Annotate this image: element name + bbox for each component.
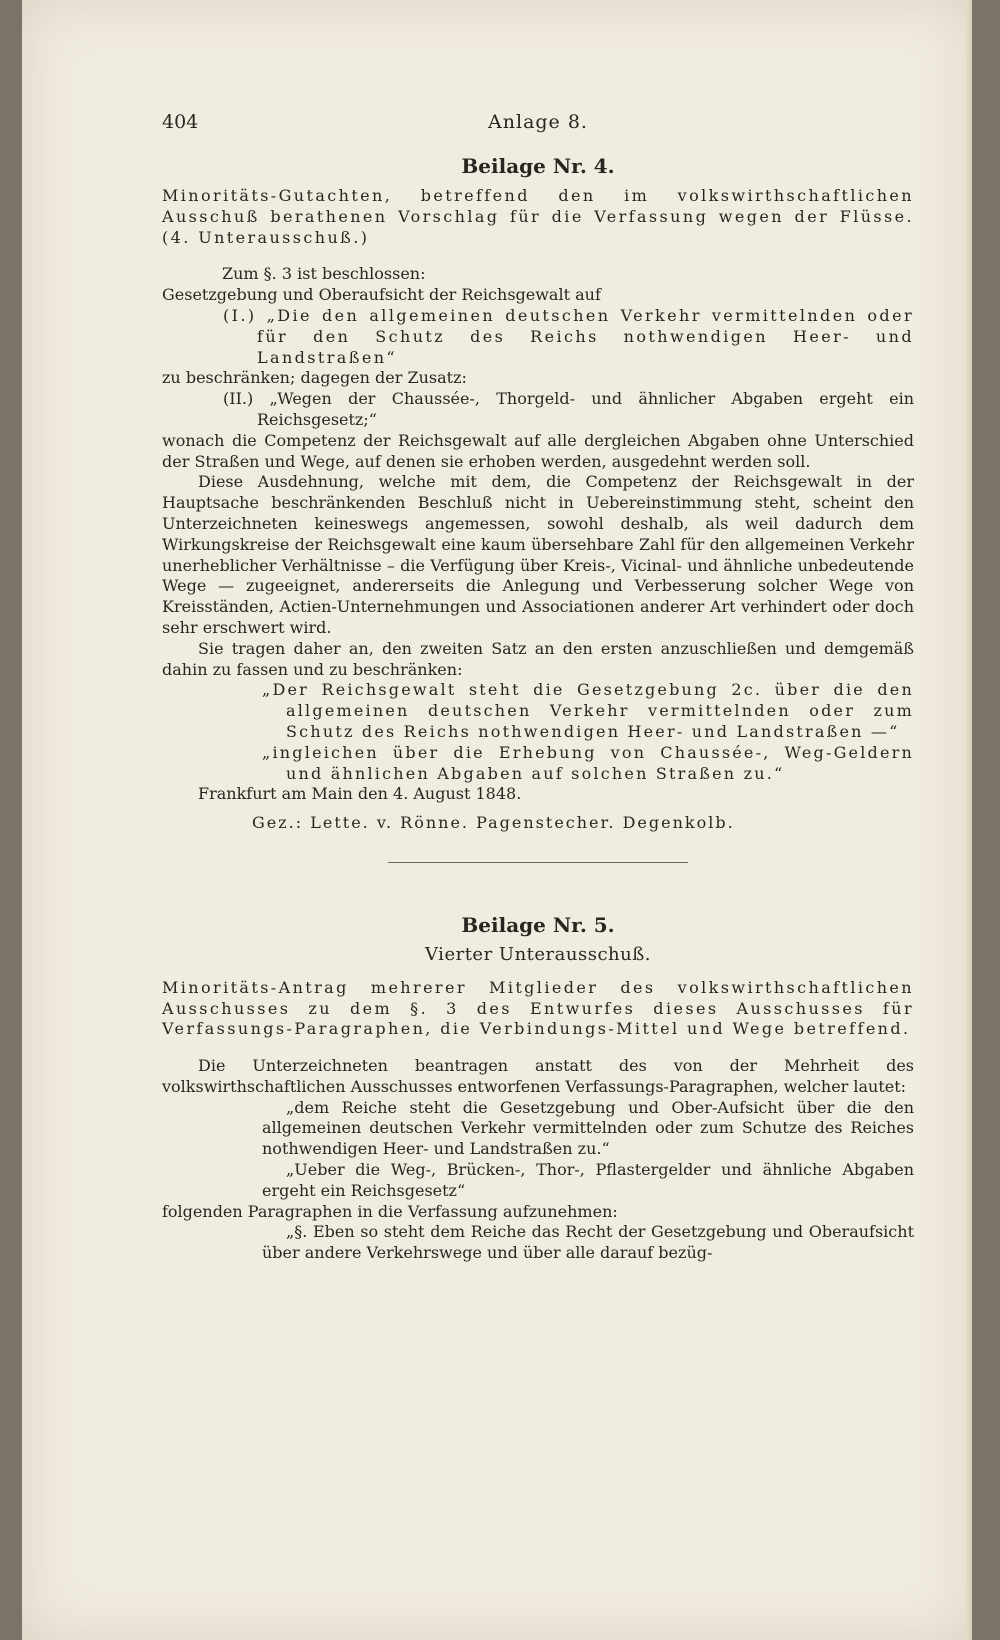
page-header: [162, 112, 914, 140]
beilage-5-para-2: „dem Reiche steht die Gesetzgebung und Ober-Aufsicht über die den allgemeinen deutschen Verkehr vermittelnden oder zum Schutze des Reiches nothwendigen Heer- und Landstraßen zu.“: [262, 1097, 914, 1159]
beilage-4-para-4: zu beschränken; dagegen der Zusatz:: [162, 368, 467, 388]
beilage-4-para-8: Sie tragen daher an, den zweiten Satz an den ersten anzuschließen und demgemäß dahin zu fassen und zu beschränken:: [162, 638, 914, 679]
beilage-4-para-9: „Der Reichsgewalt steht die Gesetzgebung 2c. über die den allgemeinen deutschen Verkehr vermittelnden oder zum Schutz des Reichs nothwendigen Heer- und Landstraßen —“: [262, 680, 914, 741]
beilage-5-para-1: Die Unterzeichneten beantragen anstatt des von der Mehrheit des volkswirthschaftlichen Ausschusses entworfenen Verfassungs-Paragraphen, welcher lautet:: [162, 1056, 914, 1096]
beilage-5-subtitle: Vierter Unterausschuß.: [425, 943, 651, 965]
beilage-5-para-3: „Ueber die Weg-, Brücken-, Thor-, Pflastergelder und ähnliche Abgaben ergeht ein Reichsgesetz“: [262, 1160, 914, 1200]
beilage-5-heading: Minoritäts-Antrag mehrerer Mitglieder des volkswirthschaftlichen Ausschusses zu dem §. 3 des Entwurfes dieses Ausschusses für Verfassungs-Paragraphen, die Verbindungs-Mittel und Wege betreffend.: [162, 977, 914, 1039]
beilage-4-para-7: Diese Ausdehnung, welche mit dem, die Competenz der Reichsgewalt in der Hauptsache beschränkenden Beschluß nicht in Uebereinstimmung steht, scheint den Unterzeichneten keineswegs angemessen, sowohl deshalb, als weil dadurch dem Wirkungskreise der Reichsgewalt eine kaum übersehbare Zahl für den allgemeinen Verkehr unerheblicher Verhältnisse – die Verfügung über Kreis-, Vicinal- und ähnliche unbedeutende Wege — zugeeignet, andererseits die Anlegung und Verbesserung solcher Wege von Kreisständen, Actien-Unternehmungen und Associationen anderer Art verhindert oder doch sehr erschwert wird.: [162, 472, 914, 637]
beilage-4-para-1: Zum §. 3 ist beschlossen:: [222, 264, 426, 284]
place-date: Frankfurt am Main den 4. August 1848.: [198, 784, 522, 804]
page-number: 404: [162, 111, 199, 133]
beilage-5-title: Beilage Nr. 5.: [461, 912, 615, 937]
beilage-4-para-5: (II.) „Wegen der Chaussée-, Thorgeld- und ähnlicher Abgaben ergeht ein Reichsgesetz;“: [223, 389, 914, 429]
book-page: [22, 0, 972, 1640]
section-divider: [388, 862, 688, 863]
beilage-4-para-2: Gesetzgebung und Oberaufsicht der Reichsgewalt auf: [162, 285, 601, 305]
beilage-5-para-5: „§. Eben so steht dem Reiche das Recht der Gesetzgebung und Oberaufsicht über andere Verkehrswege und über alle darauf bezüg-: [262, 1222, 914, 1263]
beilage-5-para-4: folgenden Paragraphen in die Verfassung aufzunehmen:: [162, 1201, 618, 1221]
signatures: Gez.: Lette. v. Rönne. Pagenstecher. Degenkolb.: [252, 813, 735, 833]
beilage-4-para-10: „ingleichen über die Erhebung von Chaussée-, Weg-Geldern und ähnlichen Abgaben auf solchen Straßen zu.“: [262, 742, 914, 783]
beilage-4-para-3: (I.) „Die den allgemeinen deutschen Verkehr vermittelnden oder für den Schutz des Reichs nothwendigen Heer- und Landstraßen“: [223, 305, 914, 367]
page-content: [162, 112, 914, 1264]
beilage-4-para-6: wonach die Competenz der Reichsgewalt auf alle dergleichen Abgaben ohne Unterschied der Straßen und Wege, auf denen sie erhoben werden, ausgedehnt werden soll.: [162, 430, 914, 471]
running-head: Anlage 8.: [488, 111, 588, 133]
beilage-4-heading: Minoritäts-Gutachten, betreffend den im volkswirthschaftlichen Ausschuß berathenen Vorschlag für die Verfassung wegen der Flüsse. (4. Unterausschuß.): [162, 186, 914, 247]
beilage-4-title: Beilage Nr. 4.: [461, 154, 615, 178]
